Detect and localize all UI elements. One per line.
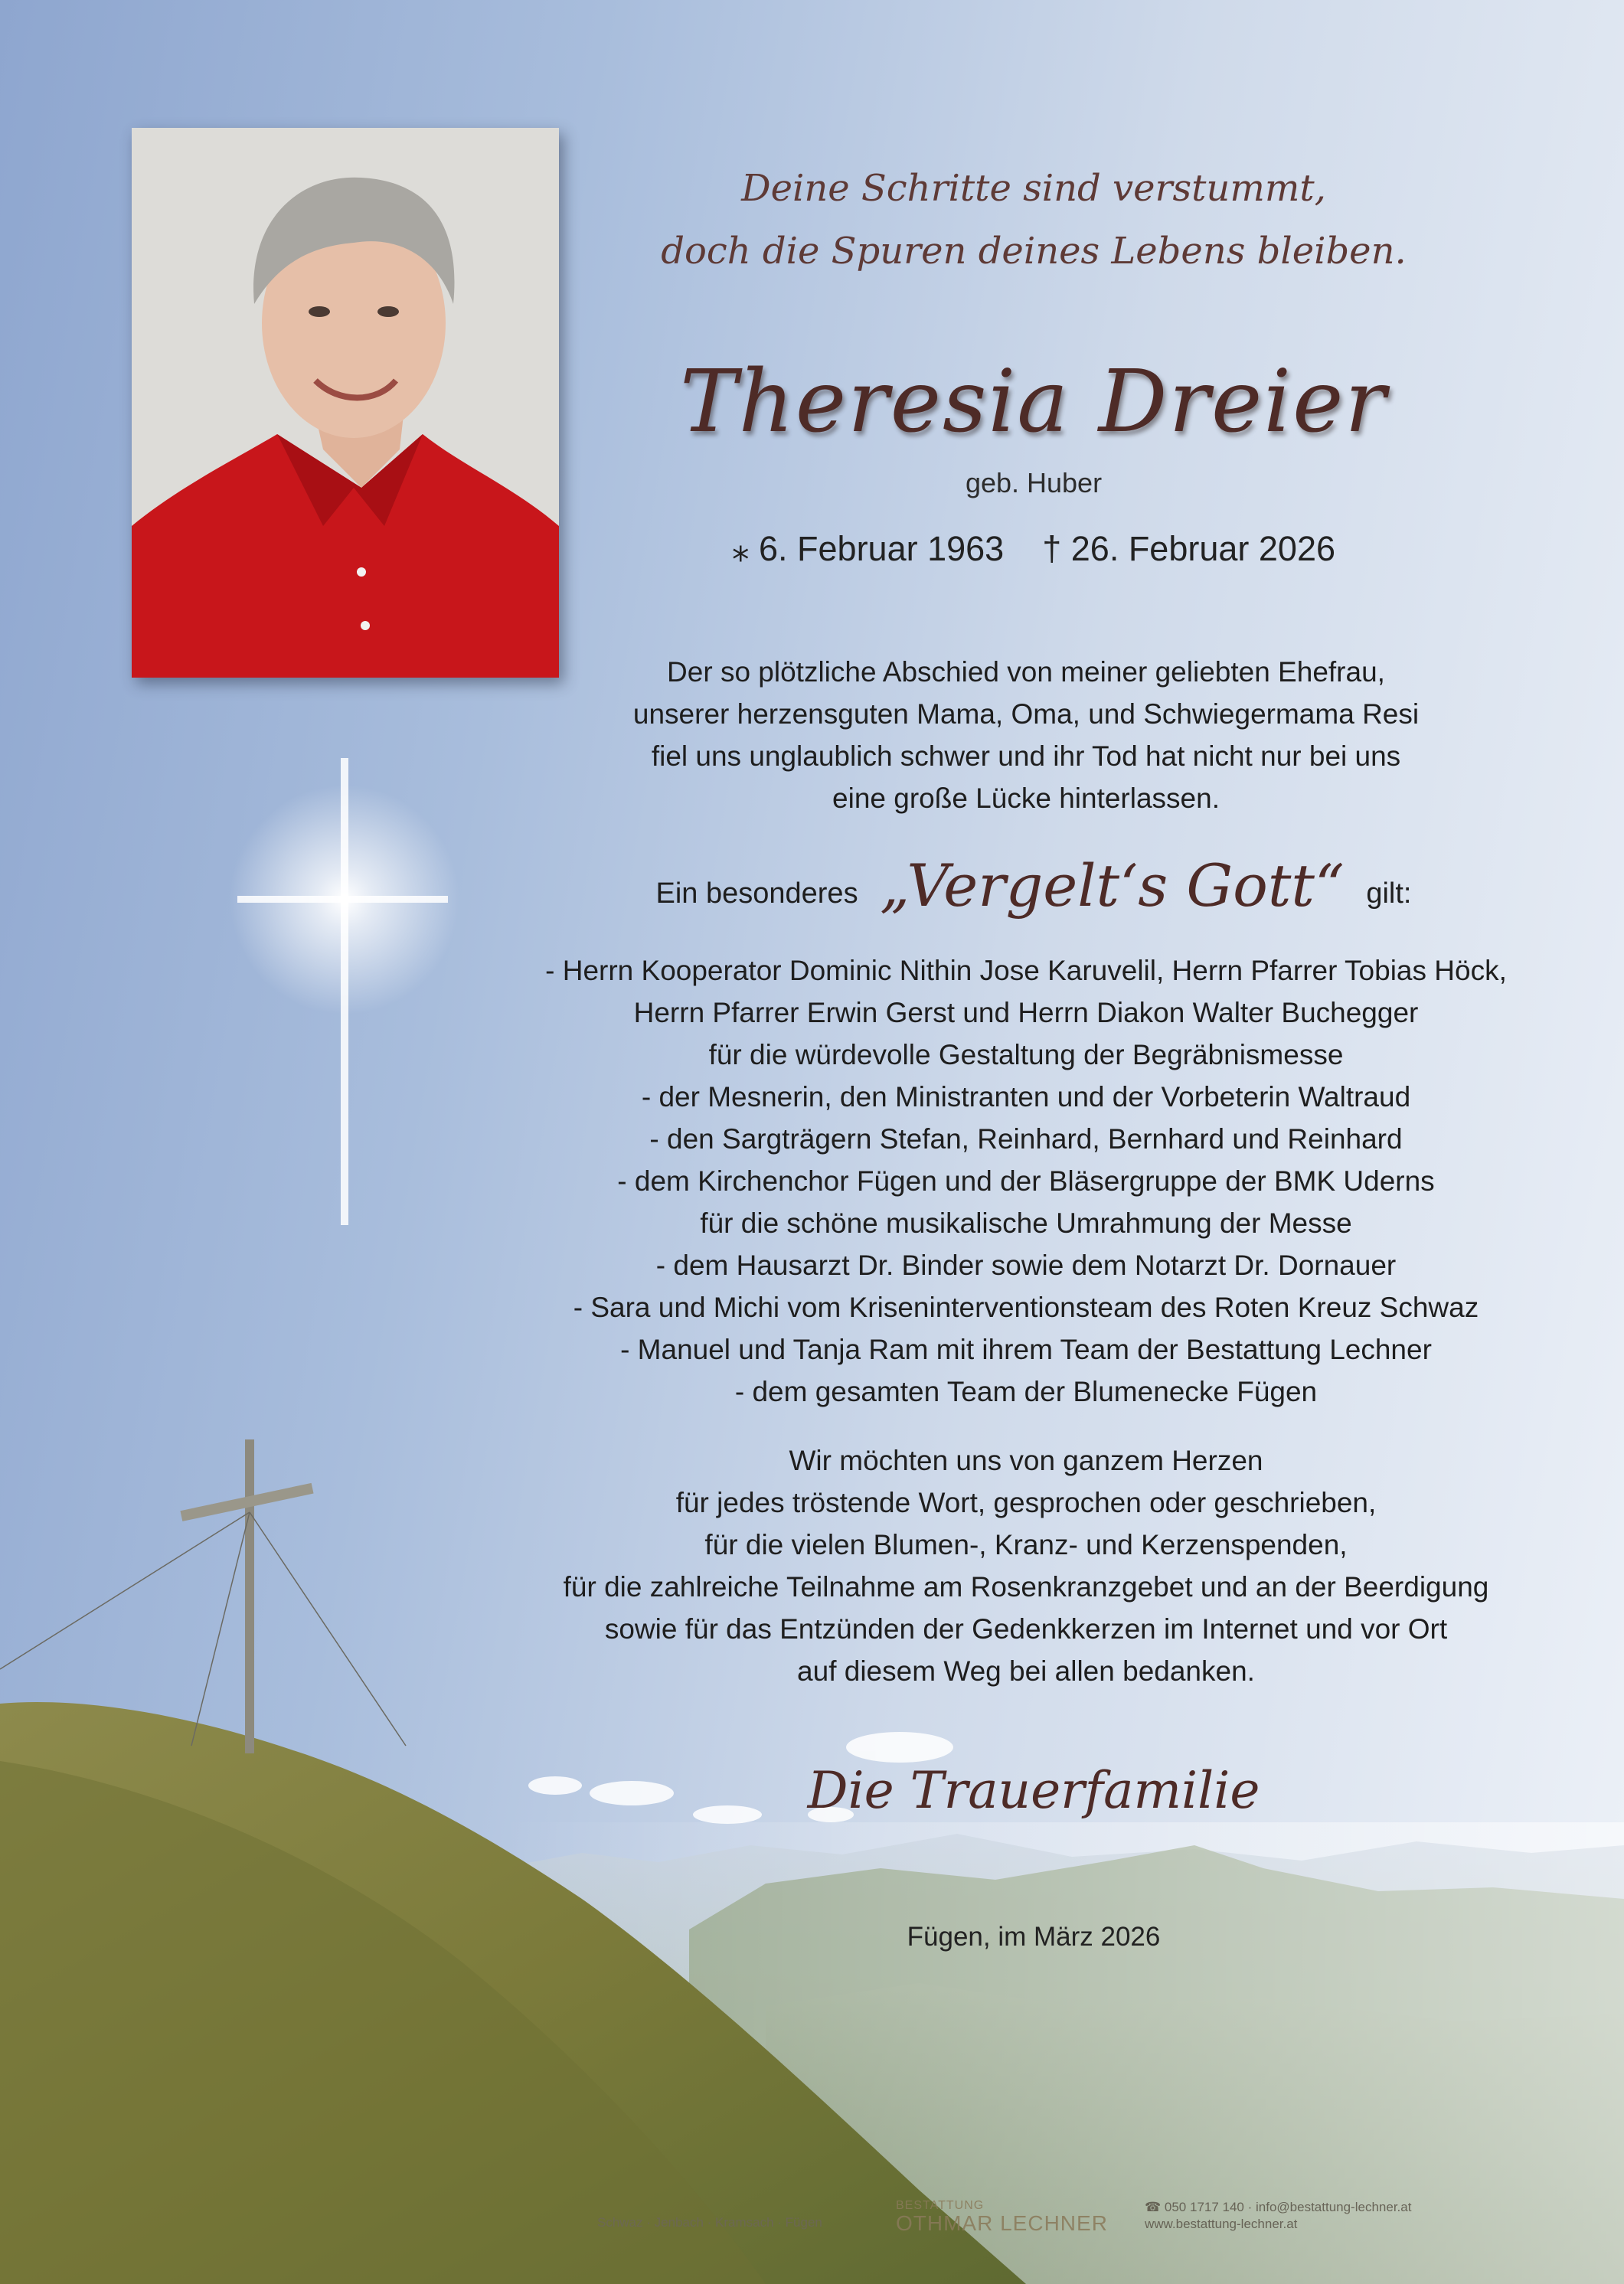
- brand-small: BESTATTUNG: [896, 2199, 985, 2212]
- intro-line: fiel uns unglaublich schwer und ihr Tod hat nicht nur bei uns: [651, 740, 1401, 772]
- closing-paragraph: [536, 1439, 1516, 1692]
- birth-date: ⁎ 6. Februar 1963: [732, 529, 1005, 568]
- family-signature: Die Trauerfamilie: [807, 1761, 1260, 1820]
- place-date: Fügen, im März 2026: [907, 1922, 1161, 1952]
- closing-line: für die zahlreiche Teilnahme am Rosenkranzgebet und an der Beerdigung: [563, 1571, 1489, 1603]
- intro-paragraph: [536, 651, 1516, 819]
- thanks-item: - dem gesamten Team der Blumenecke Fügen: [734, 1376, 1318, 1407]
- motto-line: doch die Spuren deines Lebens bleiben.: [661, 230, 1407, 273]
- thanks-item: - Manuel und Tanja Ram mit ihrem Team der Bestattung Lechner: [620, 1334, 1432, 1365]
- thanks-item: - der Mesnerin, den Ministranten und der Vorbeterin Waltraud: [641, 1081, 1411, 1113]
- thanks-item: - Sara und Michi vom Kriseninterventionsteam des Roten Kreuz Schwaz: [573, 1292, 1479, 1323]
- brand-big: OTHMAR LECHNER: [896, 2211, 1108, 2235]
- thanks-trail: gilt:: [1366, 877, 1412, 910]
- closing-line: auf diesem Weg bei allen bedanken.: [797, 1655, 1255, 1687]
- closing-line: für die vielen Blumen-, Kranz- und Kerzenspenden,: [704, 1529, 1348, 1560]
- thanks-list: [536, 949, 1516, 1413]
- thanks-item: Herrn Pfarrer Erwin Gerst und Herrn Diakon Walter Buchegger: [633, 997, 1419, 1028]
- thanks-item: - Herrn Kooperator Dominic Nithin Jose Karuvelil, Herrn Pfarrer Tobias Höck,: [545, 955, 1507, 986]
- thanks-heading: [605, 851, 1462, 920]
- life-dates: [605, 528, 1462, 569]
- thanks-item: für die würdevolle Gestaltung der Begräbnismesse: [708, 1039, 1344, 1070]
- footer-contact: [1145, 2199, 1411, 2233]
- deceased-name: Theresia Dreier: [680, 352, 1387, 452]
- closing-line: sowie für das Entzünden der Gedenkkerzen im Internet und vor Ort: [604, 1613, 1448, 1645]
- maiden-name: geb. Huber: [965, 467, 1103, 498]
- vergelts-gott: „Vergelt‘s Gott“: [880, 851, 1345, 920]
- footer-locations: Schwaz · Jenbach · Kramsach · Fügen: [597, 2215, 822, 2230]
- funeral-home-logo: [896, 2199, 1108, 2236]
- thanks-lead: Ein besonderes: [655, 877, 858, 910]
- intro-line: eine große Lücke hinterlassen.: [832, 783, 1220, 814]
- contact-line: ☎ 050 1717 140 · info@bestattung-lechner.at: [1145, 2200, 1412, 2214]
- death-date: † 26. Februar 2026: [1042, 529, 1335, 568]
- thanks-item: - den Sargträgern Stefan, Reinhard, Bernhard und Reinhard: [649, 1123, 1403, 1155]
- glowing-cross-icon: [230, 758, 459, 1225]
- intro-line: unserer herzensguten Mama, Oma, und Schwiegermama Resi: [632, 698, 1420, 730]
- thanks-item: für die schöne musikalische Umrahmung der Messe: [700, 1207, 1352, 1239]
- intro-line: Der so plötzliche Abschied von meiner geliebten Ehefrau,: [667, 656, 1385, 688]
- thanks-item: - dem Kirchenchor Fügen und der Bläsergruppe der BMK Uderns: [617, 1165, 1435, 1197]
- motto-line: Deine Schritte sind verstummt,: [741, 167, 1326, 210]
- website-link[interactable]: www.bestattung-lechner.at: [1145, 2217, 1298, 2231]
- portrait-photo: [132, 128, 559, 678]
- closing-line: für jedes tröstende Wort, gesprochen oder geschrieben,: [675, 1487, 1377, 1518]
- closing-line: Wir möchten uns von ganzem Herzen: [789, 1445, 1263, 1476]
- thanks-item: - dem Hausarzt Dr. Binder sowie dem Notarzt Dr. Dornauer: [655, 1250, 1397, 1281]
- motto: [605, 157, 1462, 283]
